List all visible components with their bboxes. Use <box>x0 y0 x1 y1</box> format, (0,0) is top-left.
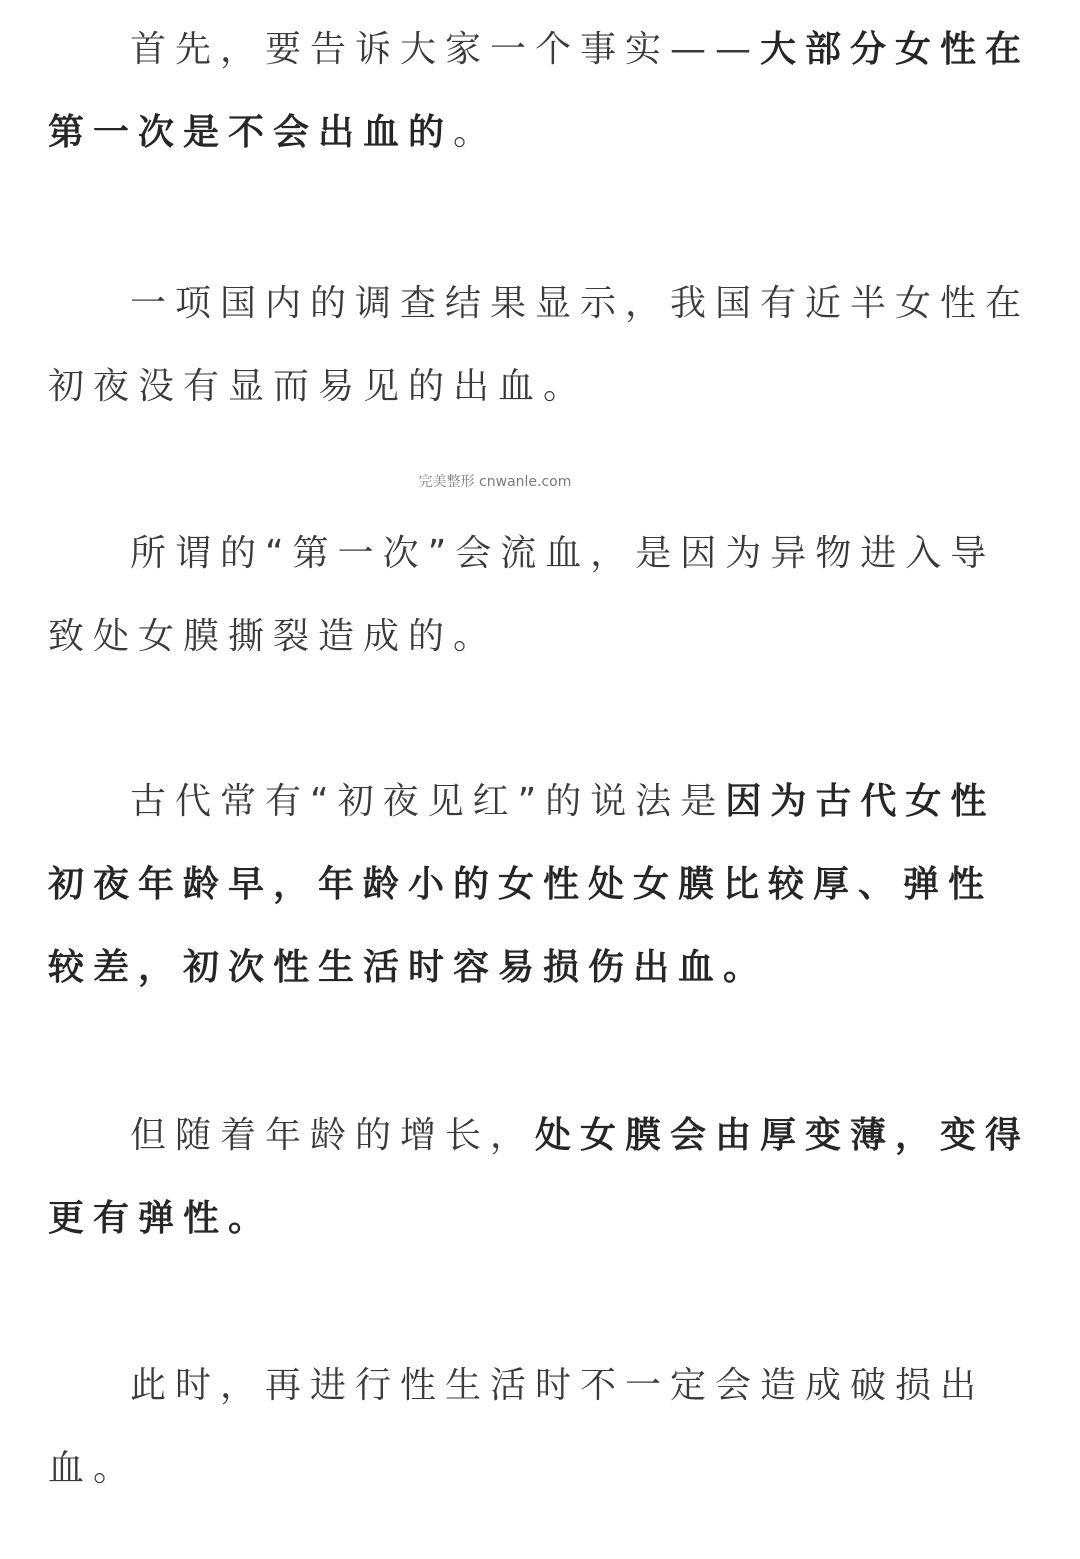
paragraph-3-text: 所谓的“第一次”会流血，是因为异物进入导致处女膜撕裂造成的。 <box>48 533 996 657</box>
paragraph-6 <box>48 1344 1032 1510</box>
paragraph-4-text: 古代常有“初夜见红”的说法是 <box>130 781 726 822</box>
paragraph-5-bold-text: 处女膜会由厚变薄，变得更有弹性。 <box>48 1115 1031 1239</box>
paragraph-2-text: 一项国内的调查结果显示，我国有近半女性在初夜没有显而易见的出血。 <box>48 283 1031 407</box>
paragraph-1-bold-text: 大部分女性在第一次是不会出血的 <box>48 29 1031 153</box>
paragraph-1 <box>48 8 1032 174</box>
paragraph-3 <box>48 512 1032 678</box>
paragraph-6-text: 此时，再进行性生活时不一定会造成破损出血。 <box>48 1365 986 1489</box>
watermark: 完美整形 cnwanle.com <box>418 474 572 490</box>
paragraph-2 <box>48 262 1032 428</box>
paragraph-5 <box>48 1094 1032 1260</box>
paragraph-1-period: 。 <box>453 112 499 153</box>
paragraph-5-text: 但随着年龄的增长， <box>130 1115 536 1156</box>
paragraph-4-bold-text: 因为古代女性初夜年龄早，年龄小的女性处女膜比较厚、弹性较差，初次性生活时容易损伤出血。 <box>48 781 996 988</box>
paragraph-4 <box>48 760 1032 1009</box>
paragraph-1-text: 首先，要告诉大家一个事实—— <box>130 29 761 70</box>
